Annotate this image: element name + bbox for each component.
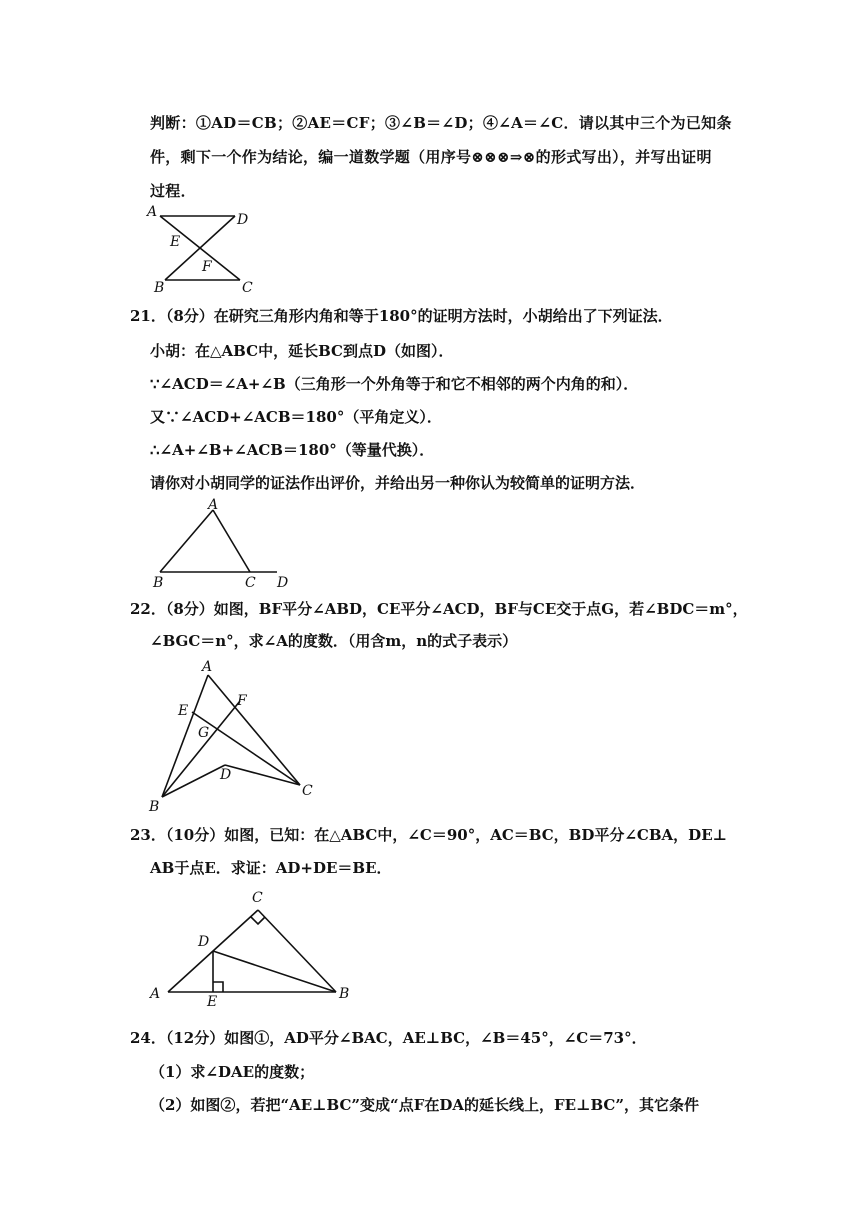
q23-label-b: B: [339, 986, 350, 1002]
q20-text-line-3: 过程．: [150, 182, 196, 200]
q22-text-line-1: 22．（8分）如图，BF平分∠ABD，CE平分∠ACD，BF与CE交于点G，若∠BDC＝m°，: [130, 600, 748, 618]
q21-label-b: B: [153, 575, 164, 591]
q23-label-c: C: [252, 890, 263, 906]
q22-label-a: A: [202, 659, 213, 675]
q23-text-line-1: 23．（10分）如图，已知：在△ABC中，∠C＝90°，AC＝BC，BD平分∠CBA，DE⊥: [130, 826, 728, 844]
q20-label-d: D: [237, 212, 249, 228]
q21-text-line-2: 小胡：在△ABC中，延长BC到点D（如图）．: [150, 342, 454, 360]
q21-text-line-4: 又∵∠ACD+∠ACB＝180°（平角定义）．: [150, 408, 442, 426]
q23-text-line-2: AB于点E．求证：AD+DE＝BE．: [150, 859, 392, 877]
q24-text-line-3: （2）如图②，若把“AE⊥BC”变成“点F在DA的延长线上，FE⊥BC”，其它条件: [150, 1096, 699, 1114]
q24-text-line-2: （1）求∠DAE的度数；: [150, 1063, 315, 1081]
q21-figure: [145, 498, 305, 590]
q22-label-b: B: [149, 799, 160, 815]
q20-text-line-2: 件，剩下一个作为结论，编一道数学题（用序号⊗⊗⊗⇒⊗的形式写出），并写出证明: [150, 148, 712, 166]
q21-text-line-6: 请你对小胡同学的证法作出评价，并给出另一种你认为较简单的证明方法．: [150, 474, 646, 492]
q20-figure: [140, 200, 270, 295]
q21-label-a: A: [208, 497, 219, 513]
q22-label-c: C: [302, 783, 313, 799]
q22-label-d: D: [220, 767, 232, 783]
q22-label-f: F: [237, 693, 247, 709]
q22-label-g: G: [198, 725, 210, 741]
q22-figure: [140, 655, 330, 815]
q21-text-line-3: ∵∠ACD＝∠A+∠B（三角形一个外角等于和它不相邻的两个内角的和）．: [150, 375, 639, 393]
q22-text-line-2: ∠BGC＝n°，求∠A的度数．（用含m，n的式子表示）: [150, 632, 518, 650]
q23-label-a: A: [150, 986, 161, 1002]
q21-label-d: D: [277, 575, 289, 591]
q23-label-e: E: [207, 994, 218, 1010]
q20-label-e: E: [170, 234, 181, 250]
q20-label-a: A: [147, 204, 158, 220]
q20-label-f: F: [202, 259, 212, 275]
q24-text-line-1: 24．（12分）如图①，AD平分∠BAC，AE⊥BC，∠B＝45°，∠C＝73°．: [130, 1029, 647, 1047]
q21-text-line-5: ∴∠A+∠B+∠ACB＝180°（等量代换）．: [150, 441, 435, 459]
q20-label-b: B: [154, 280, 165, 296]
q21-label-c: C: [245, 575, 256, 591]
q22-label-e: E: [178, 703, 189, 719]
q23-label-d: D: [198, 934, 210, 950]
q23-figure: [140, 882, 360, 1010]
q20-text-line-1: 判断：①AD＝CB；②AE＝CF；③∠B＝∠D；④∠A＝∠C．请以其中三个为已知条: [150, 114, 732, 132]
q20-label-c: C: [242, 280, 253, 296]
q21-text-line-1: 21．（8分）在研究三角形内角和等于180°的证明方法时，小胡给出了下列证法．: [130, 307, 673, 325]
